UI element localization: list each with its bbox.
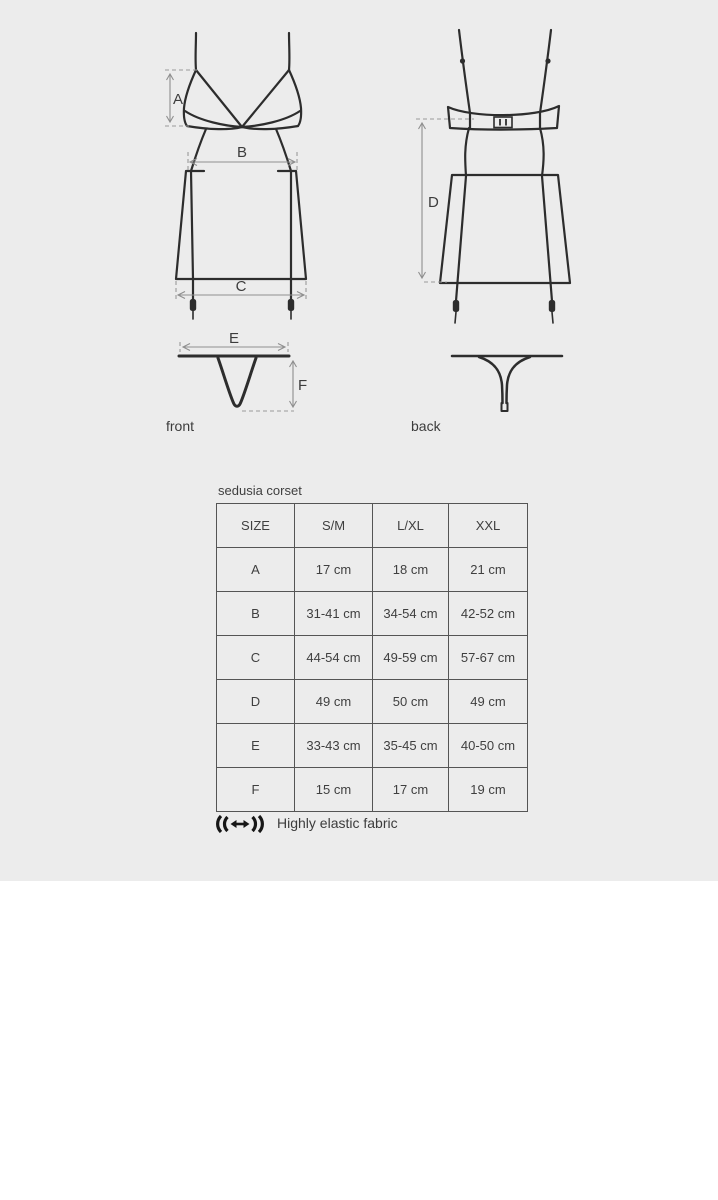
dim-c-label: C — [235, 278, 247, 295]
dim-e-label: E — [228, 330, 240, 347]
front-left-underwire — [185, 111, 242, 127]
back-clasp — [494, 117, 512, 128]
value-cell: 18 cm — [373, 548, 449, 592]
value-cell: 42-52 cm — [449, 592, 528, 636]
size-table — [216, 503, 528, 812]
icon-arrowhead-right — [244, 820, 250, 828]
header-lxl: L/XL — [373, 504, 449, 548]
dimension-C — [176, 278, 306, 302]
back-clasp-body — [494, 117, 512, 128]
front-right-suspender — [276, 129, 291, 300]
header-sm: S/M — [295, 504, 373, 548]
size-cell: C — [217, 636, 295, 680]
back-view-label: back — [411, 418, 441, 434]
value-cell: 57-67 cm — [449, 636, 528, 680]
table-row — [217, 768, 528, 812]
table-row — [217, 592, 528, 636]
value-cell: 50 cm — [373, 680, 449, 724]
table-row — [217, 636, 528, 680]
value-cell: 21 cm — [449, 548, 528, 592]
back-thong-left-edge — [479, 357, 503, 403]
size-cell: E — [217, 724, 295, 768]
value-cell: 17 cm — [295, 548, 373, 592]
front-view-label: front — [166, 418, 195, 434]
back-left-clip-tail — [455, 312, 456, 323]
dim-b-label: B — [236, 144, 248, 161]
icon-arc-inner-left — [225, 817, 228, 831]
back-right-strap — [540, 30, 551, 113]
value-cell: 35-45 cm — [373, 724, 449, 768]
dim-d-label: D — [428, 194, 439, 211]
elastic-fabric-note — [213, 812, 533, 836]
value-cell: 34-54 cm — [373, 592, 449, 636]
size-cell: A — [217, 548, 295, 592]
size-table-container — [216, 503, 528, 812]
front-left-suspender — [191, 129, 206, 300]
front-right-underwire — [242, 111, 300, 127]
dimension-B — [188, 144, 297, 173]
value-cell: 15 cm — [295, 768, 373, 812]
back-right-strap-adjuster — [545, 58, 550, 63]
icon-arc-outer-right — [259, 816, 262, 832]
front-right-cup-outer — [289, 70, 301, 126]
table-row — [217, 548, 528, 592]
icon-arrowhead-left — [231, 820, 237, 828]
size-cell: B — [217, 592, 295, 636]
back-thong-right-edge — [507, 357, 531, 403]
back-corset-drawing — [440, 30, 570, 323]
value-cell: 49 cm — [295, 680, 373, 724]
front-left-cup-outer — [184, 70, 196, 126]
elastic-fabric-label: Highly elastic fabric — [277, 815, 398, 831]
table-row — [217, 680, 528, 724]
size-cell: D — [217, 680, 295, 724]
back-thong-gusset — [502, 403, 508, 411]
front-skirt — [176, 171, 306, 279]
value-cell: 33-43 cm — [295, 724, 373, 768]
back-left-suspender — [456, 128, 469, 301]
front-corset-drawing — [176, 33, 306, 319]
back-left-garter-clip — [453, 300, 459, 312]
front-left-garter-clip — [190, 299, 196, 311]
back-left-strap — [459, 30, 470, 113]
size-cell: F — [217, 768, 295, 812]
header-xxl: XXL — [449, 504, 528, 548]
front-thong-drawing — [179, 330, 307, 411]
dim-f-label: F — [298, 377, 308, 394]
icon-arc-inner-right — [253, 817, 256, 831]
value-cell: 49-59 cm — [373, 636, 449, 680]
header-size: SIZE — [217, 504, 295, 548]
dim-a-label: A — [172, 91, 184, 108]
value-cell: 40-50 cm — [449, 724, 528, 768]
garment-measurement-diagram — [0, 0, 718, 460]
value-cell: 19 cm — [449, 768, 528, 812]
back-left-strap-adjuster — [460, 58, 465, 63]
front-right-garter-clip — [288, 299, 294, 311]
value-cell: 31-41 cm — [295, 592, 373, 636]
back-right-suspender — [540, 128, 552, 301]
back-right-garter-clip — [549, 300, 555, 312]
value-cell: 49 cm — [449, 680, 528, 724]
table-header-row — [217, 504, 528, 548]
icon-arc-outer-left — [218, 816, 221, 832]
front-thong-body — [218, 358, 256, 406]
elastic-fabric-icon — [213, 814, 267, 834]
back-right-clip-tail — [552, 312, 553, 323]
back-clasp-hooks — [500, 119, 506, 126]
value-cell: 44-54 cm — [295, 636, 373, 680]
value-cell: 17 cm — [373, 768, 449, 812]
table-row — [217, 724, 528, 768]
back-thong-drawing — [452, 356, 562, 411]
table-title: sedusia corset — [218, 483, 302, 498]
